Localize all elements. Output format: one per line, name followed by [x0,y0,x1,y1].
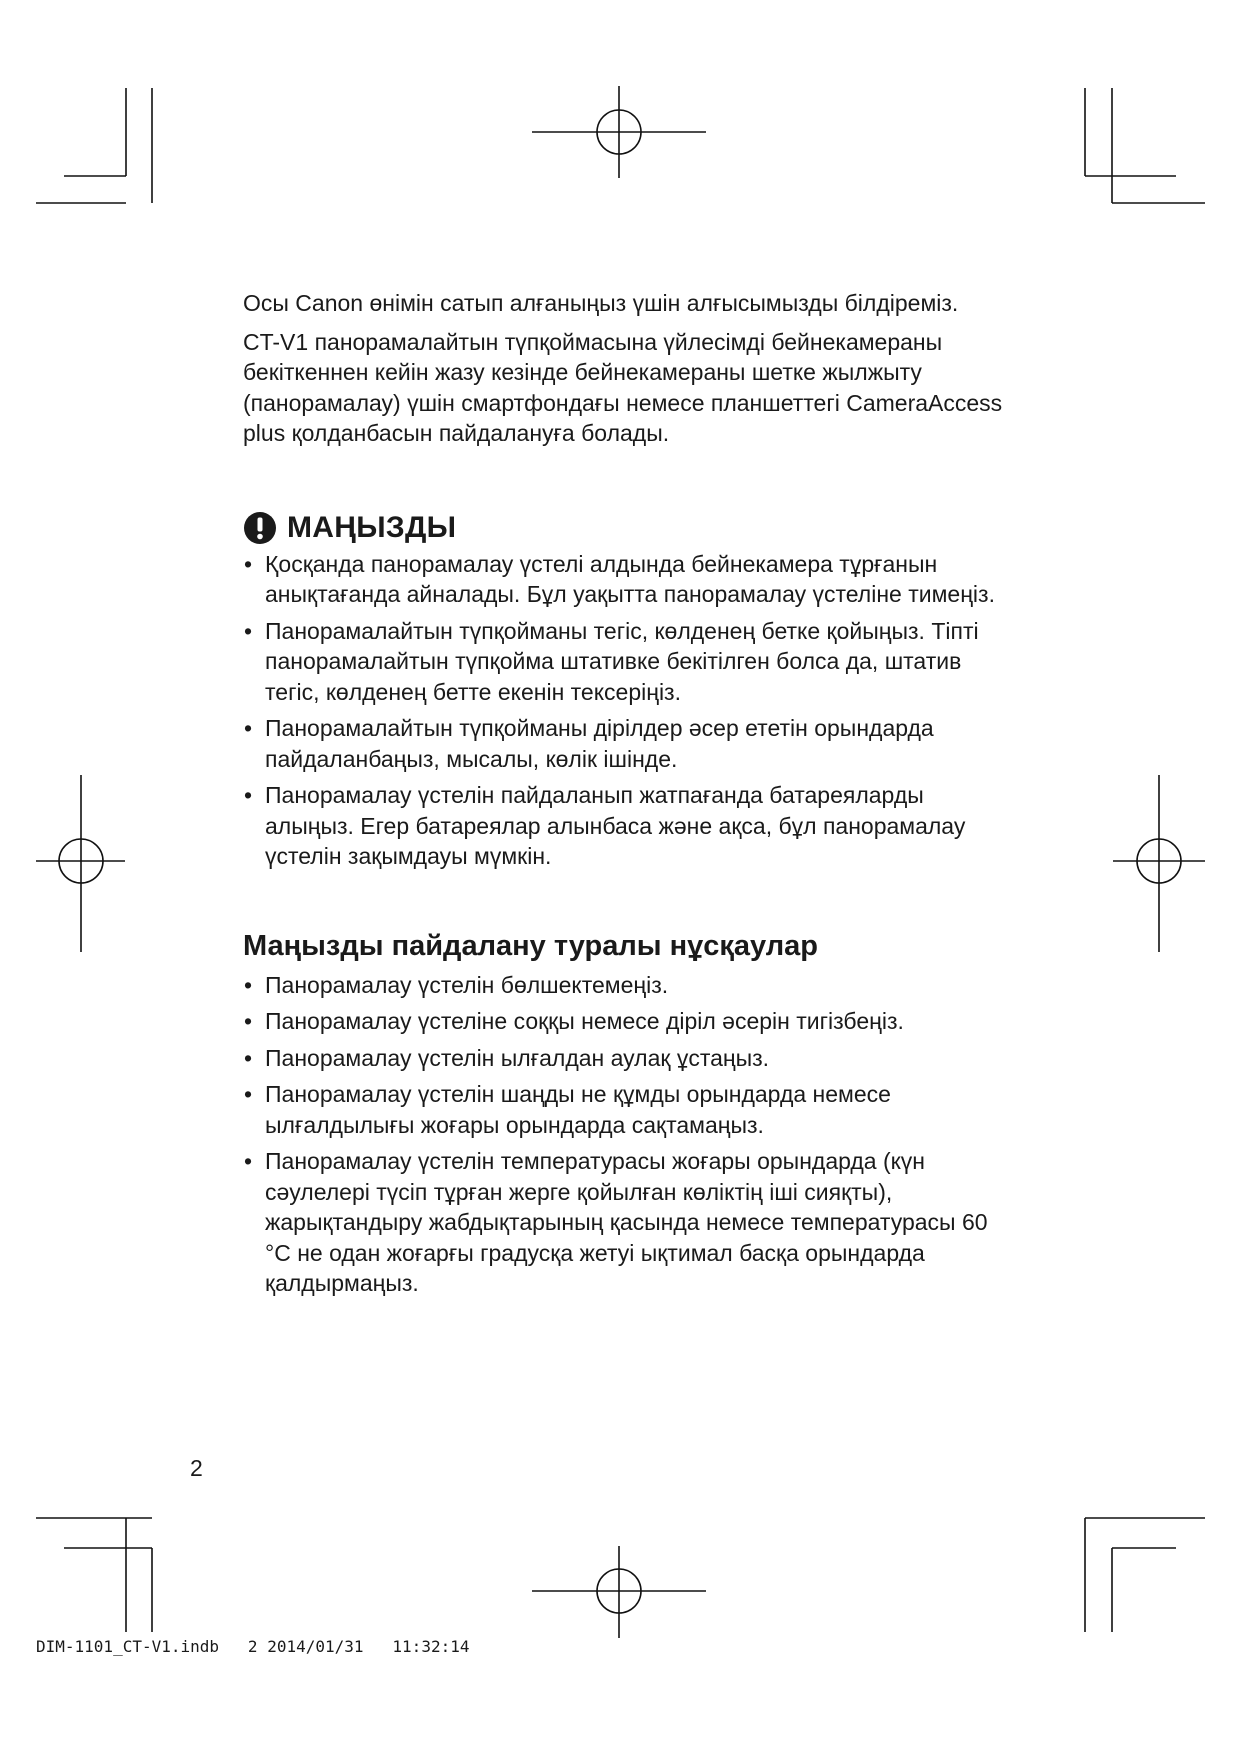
usage-item: • Панорамалау үстеліне соққы немесе діріл әсерін тигізбеңіз. [243,1006,1003,1037]
intro-paragraph-description: CT-V1 панорамалайтын түпқоймасына үйлесімді бейнекамераны бекіткеннен кейін жазу кезінде бейнекамераны шетке жылжыту (панорамалау) үшін смартфондағы немесе планшеттегі CameraAccess plus қолданбасын пайдалануға болады. [243,328,1003,446]
page-content [243,288,1003,1305]
footer-slug: DIM-1101_CT-V1.indb 2 2014/01/31 11:32:14 [36,1637,470,1656]
important-list [243,549,1003,872]
important-heading-text: МАҢЫЗДЫ [287,510,457,544]
usage-item: • Панорамалау үстелін бөлшектемеңіз. [243,970,1003,1001]
important-item: • Қосқанда панорамалау үстелі алдында бейнекамера тұрғанын анықтағанда айналады. Бұл уақытта панорамалау үстеліне тимеңіз. [243,549,1003,610]
usage-item: • Панорамалау үстелін шаңды не құмды орындарда немесе ылғалдылығы жоғары орындарда сақтамаңыз. [243,1079,1003,1140]
exclamation-icon [243,511,277,545]
important-item: • Панорамалайтын түпқойманы тегіс, көлденең бетке қойыңыз. Тіпті панорамалайтын түпқойма штативке бекітілген болса да, штатив тегіс, көлденең бетте екенін тексеріңіз. [243,616,1003,708]
important-item: • Панорамалайтын түпқойманы дірілдер әсер ететін орындарда пайдаланбаңыз, мысалы, көлік ішінде. [243,713,1003,774]
important-heading [243,511,1003,545]
usage-heading: Маңызды пайдалану туралы нұсқаулар [243,929,819,962]
page-number: 2 [190,1455,203,1481]
usage-item: • Панорамалау үстелін температурасы жоғары орындарда (күн сәулелері түсіп тұрған жерге қойылған көліктің іші сияқты), жарықтандыру жабдықтарының қасында немесе температурасы 60 °C не одан жоғарғы градусқа жетуі ықтимал басқа орындарда қалдырмаңыз. [243,1146,1003,1299]
usage-list [243,970,1003,1299]
intro-section [243,288,1003,449]
usage-item: • Панорамалау үстелін ылғалдан аулақ ұстаңыз. [243,1043,1003,1074]
important-item: • Панорамалау үстелін пайдаланып жатпағанда батареяларды алыңыз. Егер батареялар алынбаса және ақса, бұл панорамалау үстелін зақымдауы мүмкін. [243,780,1003,872]
intro-paragraph-thanks: Осы Canon өнімін сатып алғаныңыз үшін алғысымызды білдіреміз. [243,290,959,316]
